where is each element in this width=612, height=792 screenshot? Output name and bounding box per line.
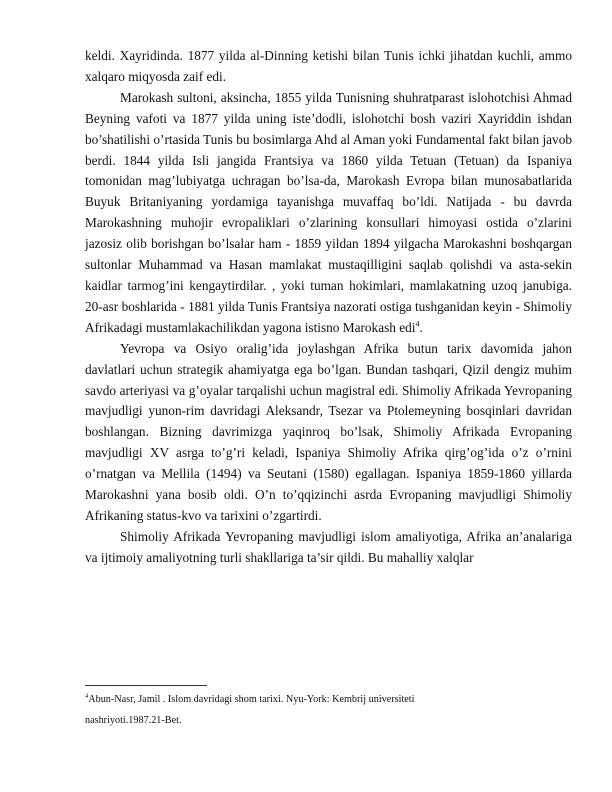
paragraph-european-presence: Shimoliy Afrikada Yevropaning mavjudligi islom amaliyotiga, Afrika an’analariga va ijtimoiy amaliyotning turli shakllariga ta’sir qildi. Bu mahalliy xalqlar [85, 528, 572, 565]
document-body [85, 46, 572, 569]
footnote-divider [85, 685, 207, 686]
paragraph-europe-asia: Yevropa va Osiyo oralig’ida joylashgan Afrika butun tarix davomida jahon davlatlari uchun strategik ahamiyatga ega bo’lgan. Bundan tashqari, Qizil dengiz muhim savdo arteriyasi va g’oyalar tarqalishi uchun magistral edi. Shimoliy Afrikada Yevropaning mavjudligi yunon-rim davridagi Aleksandr, Tsezar va Ptolemeyning bosqinlari davridan boshlangan. Bizning davrimizga yaqinroq bo’lsak, Shimoliy Afrikada Evropaning mavjudligi XV asrga to’g’ri keladi, Ispaniya Shimoliy Afrika qirg’og’ida o’z o’rnini o’rnatgan va Mellila (1494) va Seutani (1580) egallagan. Ispaniya 1859-1860 yillarda Marokashni yana bosib oldi. O’n to’qqizinchi asrda Evropaning mavjudligi Shimoliy Afrikaning status-kvo va tarixini o’zgartirdi. [85, 340, 572, 523]
footnote-reference[interactable]: 4 [415, 319, 420, 329]
footnote-line-1: Abun-Nasr, Jamil . Islom davridagi shom tarixi. Nyu-York: Kembrij universiteti [88, 694, 415, 705]
footnote-number: 4 [85, 692, 89, 700]
footnote-line-2: nashriyoti.1987.21-Bet. [85, 714, 182, 726]
paragraph-tail: . [419, 319, 423, 335]
paragraph-continuation: keldi. Xayridinda. 1877 yilda al-Dinning ketishi bilan Tunis ichki jihatdan kuchli, ammo xalqaro miqyosda zaif edi. [85, 48, 572, 84]
paragraph-text: Marokash sultoni, aksincha, 1855 yilda Tunisning shuhratparast islohotchisi Ahmad Beyning vafoti va 1877 yilda uning iste’dodli, islohotchi bosh vaziri Xayriddin ishdan bo’shatilishi o’rtasida Tunis bu bosimlarga Ahd al Aman yoki Fundamental fakt bilan javob berdi. 1844 yilda Isli jangida Frantsiya va 1860 yilda Tetuan (Tetuan) da Ispaniya tomonidan mag’lubiyatga uchragan bo’lsa-da, Marokash Evropa bilan munosabatlarida Buyuk Britaniyaning yordamiga tayanishga muvaffaq bo’ldi. Natijada - bu davrda Marokashning muhojir evropaliklari o’zlarining konsullari himoyasi ostida o’zlarini jazosiz olib borishgan bo’lsalar ham - 1859 yildan 1894 yilgacha Marokashni boshqargan sultonlar Muhammad va Hasan mamlakat mustaqilligini saqlab qolishdi va asta-sekin kaidlar tarmog’ini kengaytirdilar. , yoki tuman hokimlari, mamlakatning uzoq janubiga. 20-asr boshlarida - 1881 yilda Tunis Frantsiya nazorati ostiga tushganidan keyin - Shimoliy Afrikadagi mustamlakachilikdan yagona istisno Marokash edi [85, 89, 572, 335]
footnote [85, 690, 505, 731]
paragraph-morocco-sultan [85, 88, 572, 339]
